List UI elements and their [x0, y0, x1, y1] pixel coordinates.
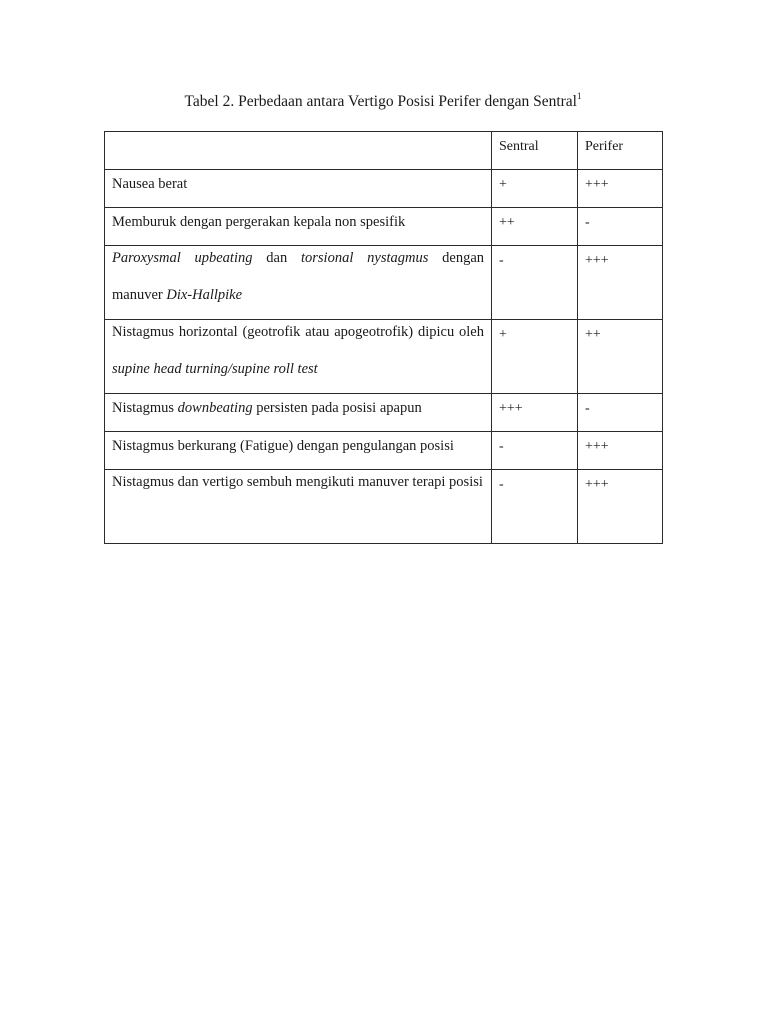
table-body — [105, 170, 663, 544]
header-perifer: Perifer — [578, 132, 663, 170]
criteria-text — [112, 398, 484, 419]
table-header-row — [105, 132, 663, 170]
perifer-value: - — [578, 208, 663, 246]
table-row — [105, 170, 663, 208]
sentral-value: + — [492, 170, 578, 208]
table-caption — [104, 92, 662, 112]
sentral-value: +++ — [492, 394, 578, 432]
criteria-cell — [105, 320, 492, 394]
caption-reference: 1 — [576, 91, 582, 101]
criteria-text-part: dengan manuver — [112, 250, 485, 303]
perifer-value: - — [578, 394, 663, 432]
criteria-text — [112, 314, 484, 388]
criteria-text-part: Memburuk dengan pergerakan kepala non spesifik — [112, 214, 406, 230]
table-row — [105, 246, 663, 320]
criteria-text-part: Nistagmus horizontal (geotrofik atau apogeotrofik) dipicu oleh — [112, 324, 484, 340]
sentral-value: - — [492, 432, 578, 470]
sentral-value: - — [492, 246, 578, 320]
caption-text: Tabel 2. Perbedaan antara Vertigo Posisi Perifer dengan Sentral — [184, 93, 577, 110]
criteria-cell — [105, 246, 492, 320]
header-sentral: Sentral — [492, 132, 578, 170]
sentral-value: + — [492, 320, 578, 394]
criteria-text-part: Nistagmus — [112, 400, 178, 416]
criteria-text — [112, 240, 484, 314]
perifer-value: ++ — [578, 320, 663, 394]
criteria-text-part: Nistagmus dan vertigo sembuh mengikuti manuver terapi posisi — [112, 474, 483, 490]
table-row — [105, 470, 663, 544]
table-row — [105, 394, 663, 432]
sentral-value: - — [492, 470, 578, 544]
perifer-value: +++ — [578, 432, 663, 470]
criteria-text-part: Nistagmus berkurang (Fatigue) dengan pengulangan posisi — [112, 438, 454, 454]
criteria-text-part: dan — [252, 250, 301, 266]
sentral-value: ++ — [492, 208, 578, 246]
criteria-text-italic: Paroxysmal upbeating — [112, 250, 253, 266]
criteria-text — [112, 212, 484, 233]
criteria-text-part: Nausea berat — [112, 176, 188, 192]
perifer-value: +++ — [578, 246, 663, 320]
table-row — [105, 320, 663, 394]
criteria-text-italic: supine head turning/supine roll test — [112, 361, 318, 377]
criteria-cell — [105, 470, 492, 544]
criteria-cell — [105, 170, 492, 208]
criteria-text-italic: downbeating — [177, 400, 253, 416]
criteria-text-italic: torsional nystagmus — [300, 250, 429, 266]
perifer-value: +++ — [578, 470, 663, 544]
criteria-text — [112, 464, 484, 501]
criteria-text-italic: Dix-Hallpike — [166, 287, 243, 303]
header-criteria — [105, 132, 492, 170]
criteria-cell — [105, 394, 492, 432]
criteria-text — [112, 174, 484, 195]
perifer-value: +++ — [578, 170, 663, 208]
comparison-table — [104, 131, 663, 544]
criteria-text — [112, 436, 484, 457]
criteria-text-part: persisten pada posisi apapun — [252, 400, 422, 416]
